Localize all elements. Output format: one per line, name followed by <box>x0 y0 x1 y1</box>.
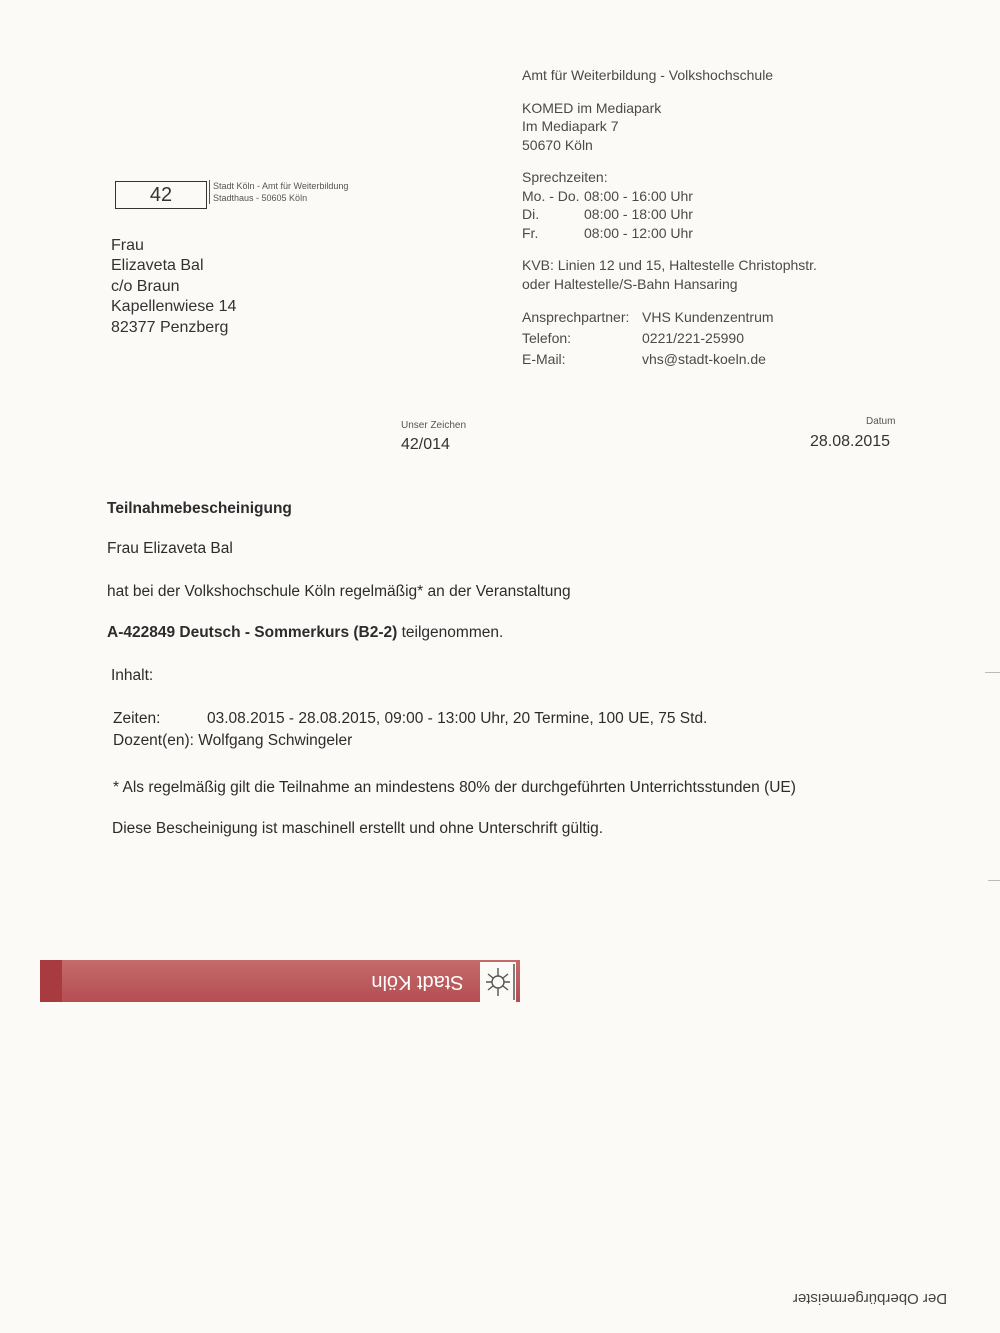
contact-row <box>522 307 817 328</box>
contact-email[interactable]: vhs@stadt-koeln.de <box>642 351 766 367</box>
dozent-line <box>113 732 352 750</box>
recipient-line: Frau <box>111 237 144 254</box>
sender-address-line: 50670 Köln <box>522 136 593 153</box>
sender-block <box>522 66 817 370</box>
hours-title: Sprechzeiten: <box>522 169 608 185</box>
edge-tick <box>988 880 1000 881</box>
contact-label: Telefon: <box>522 330 572 346</box>
hours-time: 08:00 - 18:00 Uhr <box>584 206 693 222</box>
transit-line: oder Haltestelle/S-Bahn Hansaring <box>522 275 738 292</box>
hours-day: Mo. - Do. <box>522 187 580 204</box>
hours-time: 08:00 - 12:00 Uhr <box>584 224 693 241</box>
contact-label: Ansprechpartner: <box>522 309 630 325</box>
return-address <box>209 180 348 204</box>
datum-value: 28.08.2015 <box>810 433 891 450</box>
recipient-address <box>111 236 236 338</box>
zeiten-line <box>113 710 707 728</box>
zeiten-value: 03.08.2015 - 28.08.2015, 09:00 - 13:00 Uhr, 20 Termine, 100 UE, 75 Std. <box>207 710 708 727</box>
city-logo-text: Stadt Köln <box>371 971 464 993</box>
contact-value: VHS Kundenzentrum <box>642 309 774 325</box>
reference-box: 42 <box>115 181 207 209</box>
dozent-label: Dozent(en): <box>113 732 194 749</box>
sender-address-line: Im Mediapark 7 <box>522 118 619 134</box>
hours-row <box>522 224 817 243</box>
contact-row <box>522 328 817 349</box>
sender-address-line: KOMED im Mediapark <box>522 99 662 116</box>
band-mark <box>40 960 62 1002</box>
dozent-value: Wolfgang Schwingeler <box>198 732 353 749</box>
return-address-line: Stadthaus - 50605 Köln <box>213 193 308 203</box>
datum-label: Datum <box>866 416 896 427</box>
zeichen-label: Unser Zeichen <box>401 420 467 431</box>
recipient-line: Kapellenwiese 14 <box>111 298 237 316</box>
attendance-line: hat bei der Volkshochschule Köln regelmäßig* an der Veranstaltung <box>107 583 571 600</box>
edge-tick <box>985 672 1000 673</box>
return-address-line: Stadt Köln - Amt für Weiterbildung <box>213 181 349 191</box>
course-suffix: teilgenommen. <box>397 624 504 641</box>
zeiten-label: Zeiten: <box>113 710 161 727</box>
sender-dept: Amt für Weiterbildung - Volkshochschule <box>522 67 774 83</box>
hours-time: 08:00 - 16:00 Uhr <box>584 187 693 204</box>
course-title: A-422849 Deutsch - Sommerkurs (B2-2) <box>107 624 398 641</box>
hours-day: Di. <box>522 206 540 222</box>
contact-row <box>522 349 817 370</box>
transit-line: KVB: Linien 12 und 15, Haltestelle Christophstr. <box>522 257 817 273</box>
hours-day: Fr. <box>522 224 539 241</box>
zeichen-value: 42/014 <box>401 436 450 453</box>
city-crest-icon <box>480 962 516 1002</box>
inhalt-label: Inhalt: <box>111 667 154 684</box>
validity-note: Diese Bescheinigung ist maschinell erstellt und ohne Unterschrift gültig. <box>112 820 604 837</box>
hours-row <box>522 187 817 206</box>
hours-row <box>522 205 817 224</box>
course-line <box>107 624 503 642</box>
signature-line: Der Oberbürgermeister <box>792 1290 948 1307</box>
participant-name: Frau Elizaveta Bal <box>107 540 233 557</box>
document-title: Teilnahmebescheinigung <box>107 500 292 517</box>
recipient-line: c/o Braun <box>111 277 180 295</box>
recipient-line: Elizaveta Bal <box>111 257 204 275</box>
contact-value: 0221/221-25990 <box>642 330 744 346</box>
recipient-line: 82377 Penzberg <box>111 318 229 336</box>
footnote: * Als regelmäßig gilt die Teilnahme an mindestens 80% der durchgeführten Unterrichtsstunden (UE) <box>113 779 796 796</box>
contact-label: E-Mail: <box>522 351 566 367</box>
